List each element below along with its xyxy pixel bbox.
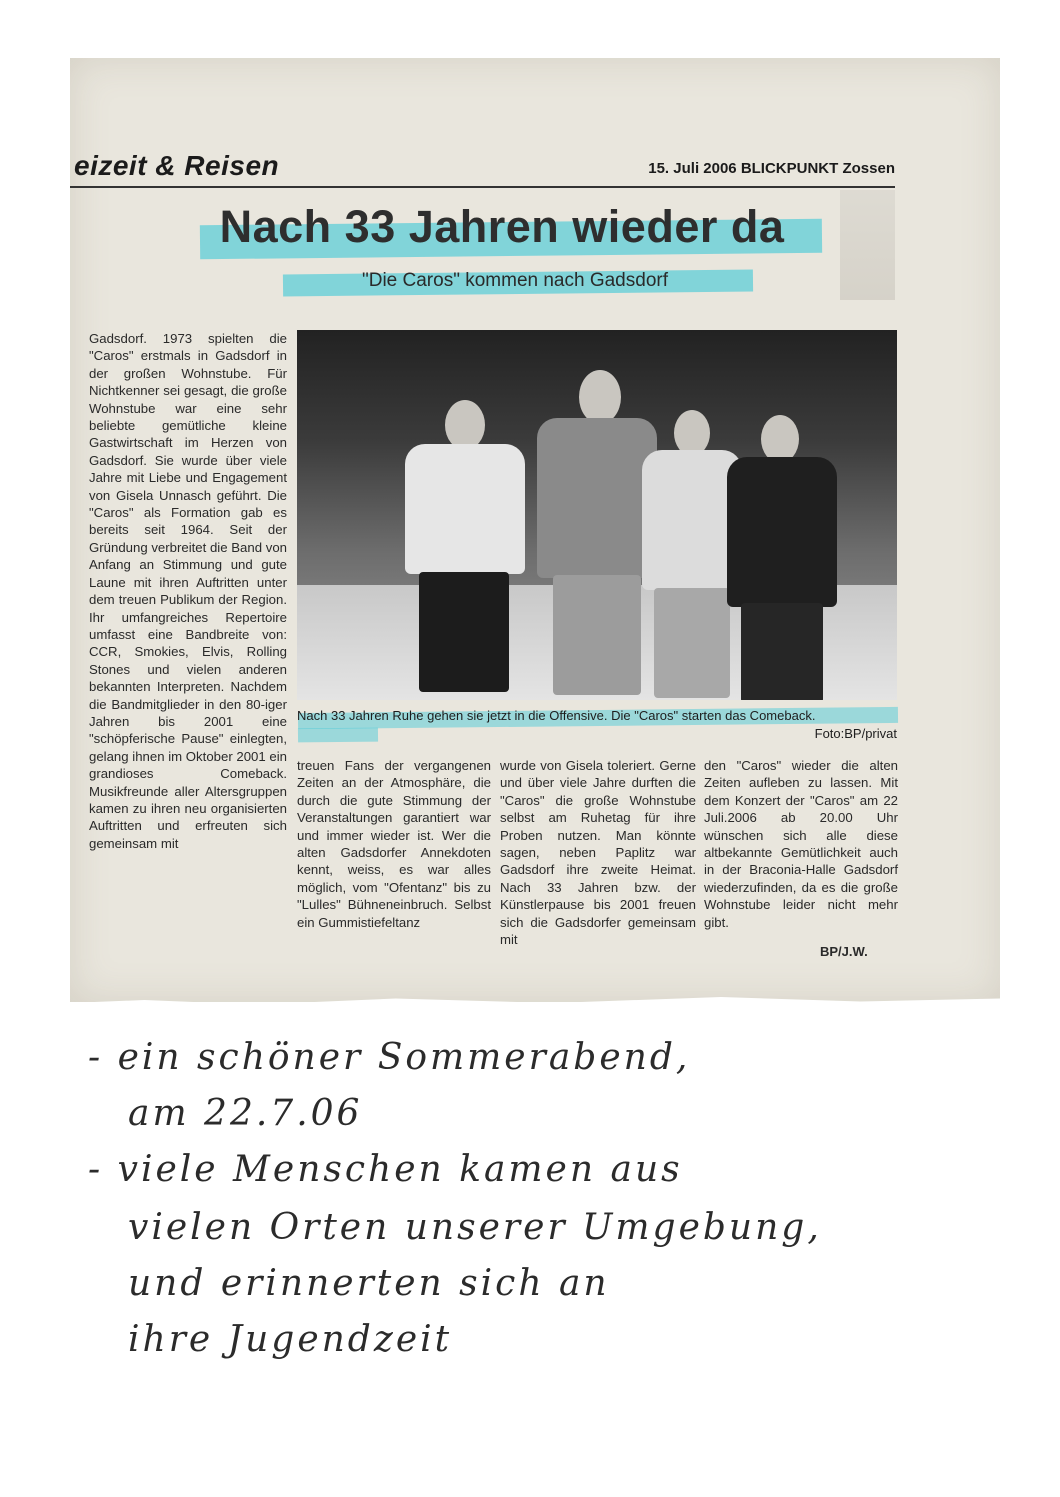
handwritten-line: - ein schöner Sommerabend,	[88, 1037, 691, 1078]
band-photo	[297, 330, 897, 700]
photo-caption	[297, 707, 897, 747]
dateline: 15. Juli 2006 BLICKPUNKT Zossen	[648, 160, 895, 177]
adjacent-article-remnant	[840, 190, 895, 300]
handwritten-line: ihre Jugendzeit	[128, 1319, 453, 1360]
handwritten-line: am 22.7.06	[128, 1093, 363, 1134]
caption-text: Nach 33 Jahren Ruhe gehen sie jetzt in die Offensive. Die "Caros" starten das Comeback.	[297, 708, 816, 723]
headline: Nach 33 Jahren wieder da	[219, 201, 785, 252]
author-signoff: BP/J.W.	[820, 944, 868, 959]
handwritten-line: - viele Menschen kamen aus	[88, 1149, 683, 1190]
section-title: eizeit & Reisen	[74, 150, 280, 181]
subheadline: "Die Caros" kommen nach Gadsdorf	[361, 270, 668, 291]
newspaper-header	[70, 150, 895, 188]
handwritten-line: vielen Orten unserer Umgebung,	[128, 1207, 822, 1248]
handwritten-line: und erinnerten sich an	[128, 1263, 610, 1304]
photo-credit: Foto:BP/privat	[814, 726, 897, 741]
article-column-3: wurde von Gisela toleriert. Gerne und über viele Jahre durften die "Caros" die große Wohnstube selbst am Ruhetag für ihre Proben nutzen. Man könnte sagen, neben Paplitz war Gadsdorf ihre zweite Heimat. Nach 33 Jahren bzw. der Künstlerpause bis 2001 freuen sich die Gadsdorfer gemeinsam mit	[500, 758, 696, 948]
article-column-1: Gadsdorf. 1973 spielten die "Caros" erstmals in Gadsdorf in der großen Wohnstube. Für Nichtkenner sei gesagt, die große Wohnstube war eine sehr beliebte gemütliche kleine Gastwirtschaft im Herzen von Gadsdorf. Sie wurde über viele Jahre mit Liebe und Engagement von Gisela Unnasch geführt. Die "Caros" als Formation gab es bereits seit 1964. Seit der Gründung verbreitet die Band von Anfang an Stimmung und gute Laune mit ihren Auftritten unter dem treuen Publikum der Region. Ihr umfangreiches Repertoire umfasst eine Bandbreite von: CCR, Smokies, Elvis, Rolling Stones und vielen anderen bekannten Interpreten. Nachdem die Bandmitglieder in den 80-iger Jahren bis 2001 eine "schöpferische Pause" einlegten, gelang ihnen im Oktober 2001 ein grandioses Comeback. Musikfreunde aller Altersgruppen kamen zu ihren neu organisierten Auftritten und erfreuten sich gemeinsam mit	[89, 331, 287, 851]
article-column-2: treuen Fans der vergangenen Zeiten an der Atmosphäre, die durch die gute Stimmung der Veranstaltungen garantiert war und immer wieder ist. Wer die alten Gadsdorfer Annekdoten kennt, weiss, es war alles möglich, vom "Ofentanz" bis zu "Lulles" Bühneneinbruch. Selbst ein Gummistiefeltanz	[297, 758, 491, 930]
article-column-4: den "Caros" wieder die alten Zeiten aufleben zu lassen. Mit dem Konzert der "Caros" am 22 Juli.2006 ab 20.00 Uhr wünschen sich alle diese altbekannte Gemütlichkeit auch in der Braconia-Halle Gadsdorf wiederzufinden, da es die große Wohnstube leider nicht mehr gibt.	[704, 758, 898, 930]
